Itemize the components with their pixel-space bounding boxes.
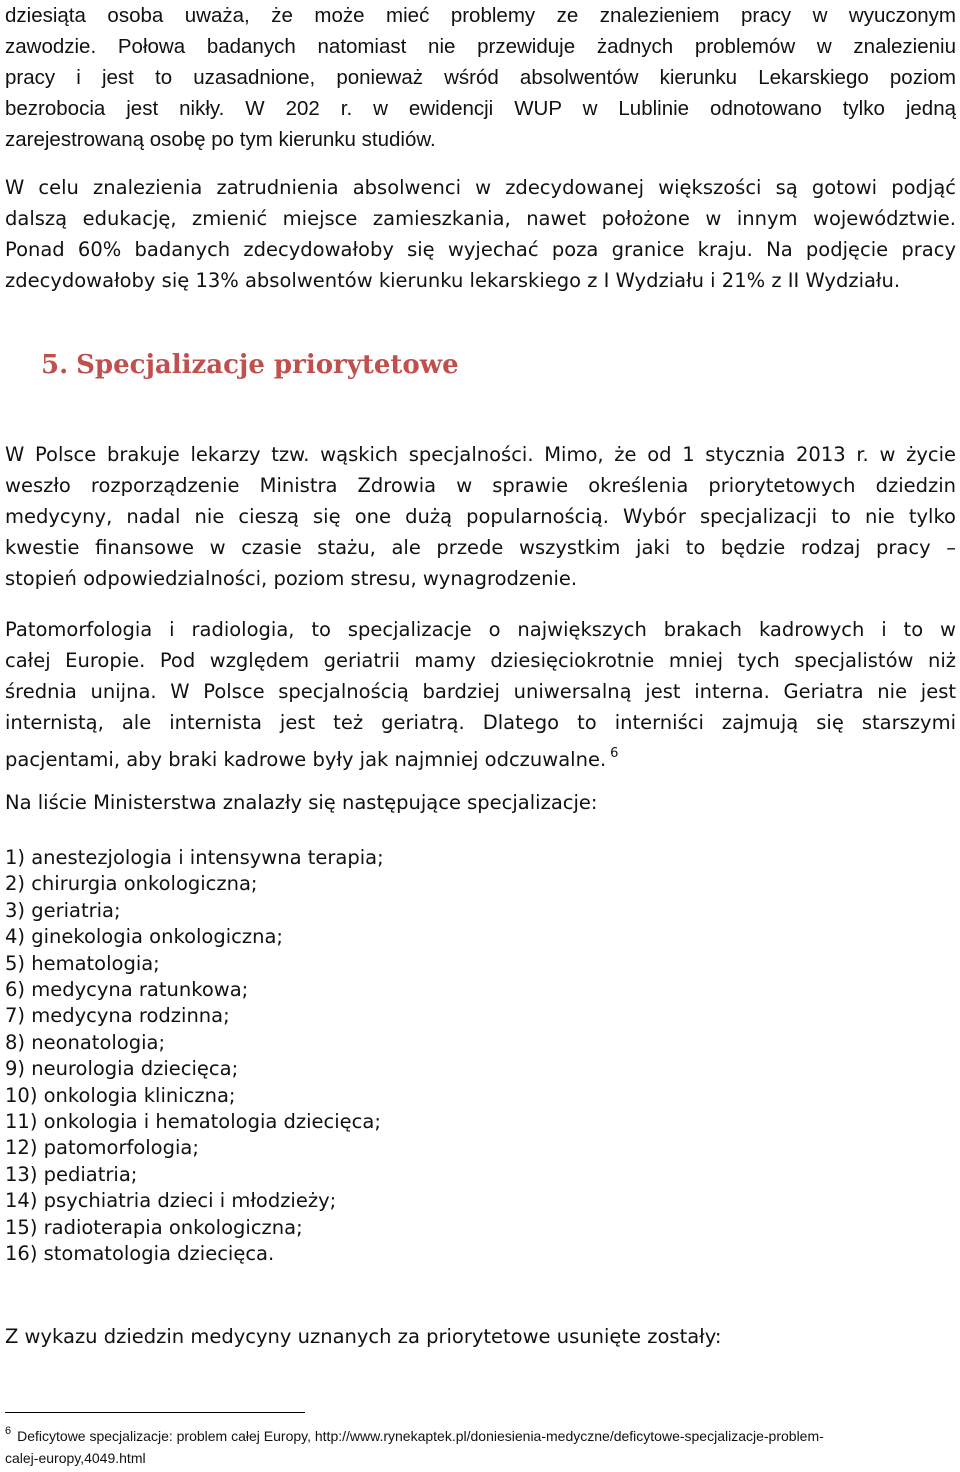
list-item: 16) stomatologia dziecięca. bbox=[5, 1242, 275, 1266]
text-line: Ponad 60% badanych zdecydowałoby się wyjechać poza granice kraju. Na podjęcie pracy bbox=[5, 238, 956, 261]
text-line: medycyny, nadal nie cieszą się one dużą popularnością. Wybór specjalizacji to nie tylko bbox=[5, 505, 956, 528]
section-heading bbox=[41, 350, 459, 380]
list-item: 14) psychiatria dzieci i młodzieży; bbox=[5, 1189, 337, 1213]
list-item: 7) medycyna rodzinna; bbox=[5, 1004, 230, 1028]
text-line: W Polsce brakuje lekarzy tzw. wąskich specjalności. Mimo, że od 1 stycznia 2013 r. w życie bbox=[5, 443, 956, 466]
line-text: pacjentami, aby braki kadrowe były jak najmniej odczuwalne. bbox=[5, 748, 607, 771]
text-line: średnia unijna. W Polsce specjalnością bardziej uniwersalną jest interna. Geriatra nie jest bbox=[5, 680, 956, 703]
footnote-reference[interactable]: 6 bbox=[610, 746, 619, 761]
list-item: 5) hematologia; bbox=[5, 951, 160, 975]
text-line: Patomorfologia i radiologia, to specjalizacje o największych brakach kadrowych i to w bbox=[5, 618, 956, 641]
list-item: 13) pediatria; bbox=[5, 1162, 138, 1186]
list-item: 4) ginekologia onkologiczna; bbox=[5, 925, 283, 949]
text-line: pracy i jest to uzasadnione, ponieważ wśród absolwentów kierunku Lekarskiego poziom bbox=[5, 66, 956, 89]
text-line: kwestie finansowe w czasie stażu, ale przede wszystkim jaki to będzie rodzaj pracy – bbox=[5, 536, 956, 559]
footnote-link[interactable]: Deficytowe specjalizacje: problem całej Europy, http://www.rynekaptek.pl/doniesienia-medyczne/deficytowe-specjalizacje-problem- bbox=[17, 1428, 824, 1444]
employment-paragraph bbox=[5, 172, 956, 296]
text-line: bezrobocia jest nikły. W 202 r. w ewidencji WUP w Lublinie odnotowano tylko jedną bbox=[5, 97, 956, 120]
footnote-line bbox=[5, 1420, 955, 1447]
section-title: Specjalizacje priorytetowe bbox=[76, 350, 459, 380]
text-line: zarejestrowaną osobę po tym kierunku studiów. bbox=[5, 128, 436, 151]
section-number: 5. bbox=[41, 350, 69, 380]
list-item: 9) neurologia dziecięca; bbox=[5, 1057, 239, 1081]
list-intro bbox=[5, 787, 956, 818]
text-line: stopień odpowiedzialności, poziom stresu, wynagrodzenie. bbox=[5, 567, 578, 590]
text-line: weszło rozporządzenie Ministra Zdrowia w sprawie określenia priorytetowych dziedzin bbox=[5, 474, 956, 497]
footnote bbox=[5, 1420, 955, 1469]
footnote-line[interactable]: calej-europy,4049.html bbox=[5, 1450, 146, 1466]
pathology-paragraph bbox=[5, 614, 956, 775]
list-item: 1) anestezjologia i intensywna terapia; bbox=[5, 846, 384, 869]
text-line bbox=[5, 738, 956, 775]
footnote-mark: 6 bbox=[5, 1425, 12, 1437]
list-item: 11) onkologia i hematologia dziecięca; bbox=[5, 1110, 381, 1134]
list-item: 3) geriatria; bbox=[5, 898, 121, 922]
text-line: całej Europie. Pod względem geriatrii mamy dziesięciokrotnie mniej tych specjalistów niż bbox=[5, 649, 956, 672]
list-item: 12) patomorfologia; bbox=[5, 1136, 199, 1160]
text-line: zawodzie. Połowa badanych natomiast nie przewiduje żadnych problemów w znalezieniu bbox=[5, 35, 956, 58]
text-line: Na liście Ministerstwa znalazły się następujące specjalizacje: bbox=[5, 791, 598, 814]
text-line: dalszą edukację, zmienić miejsce zamieszkania, nawet położone w innym województwie. bbox=[5, 207, 956, 230]
text-line: internistą, ale internista jest też geriatrą. Dlatego to interniści zajmują się starszymi bbox=[5, 711, 956, 734]
text-line: W celu znalezienia zatrudnienia absolwenci w zdecydowanej większości są gotowi podjąć bbox=[5, 176, 956, 199]
list-item: 8) neonatologia; bbox=[5, 1030, 166, 1054]
footnote-divider bbox=[5, 1412, 305, 1413]
specializations-list bbox=[5, 845, 384, 1268]
shortage-paragraph bbox=[5, 439, 956, 594]
list-item: 10) onkologia kliniczna; bbox=[5, 1083, 236, 1107]
text-line: dziesiąta osoba uważa, że może mieć problemy ze znalezieniem pracy w wyuczonym bbox=[5, 4, 956, 27]
removed-intro bbox=[5, 1321, 956, 1352]
list-item: 2) chirurgia onkologiczna; bbox=[5, 872, 258, 896]
intro-paragraph bbox=[5, 0, 956, 155]
text-line: Z wykazu dziedzin medycyny uznanych za priorytetowe usunięte zostały: bbox=[5, 1325, 722, 1348]
list-item: 15) radioterapia onkologiczna; bbox=[5, 1215, 303, 1239]
text-line: zdecydowałoby się 13% absolwentów kierunku lekarskiego z I Wydziału i 21% z II Wydziału. bbox=[5, 269, 901, 292]
list-item: 6) medycyna ratunkowa; bbox=[5, 978, 249, 1002]
